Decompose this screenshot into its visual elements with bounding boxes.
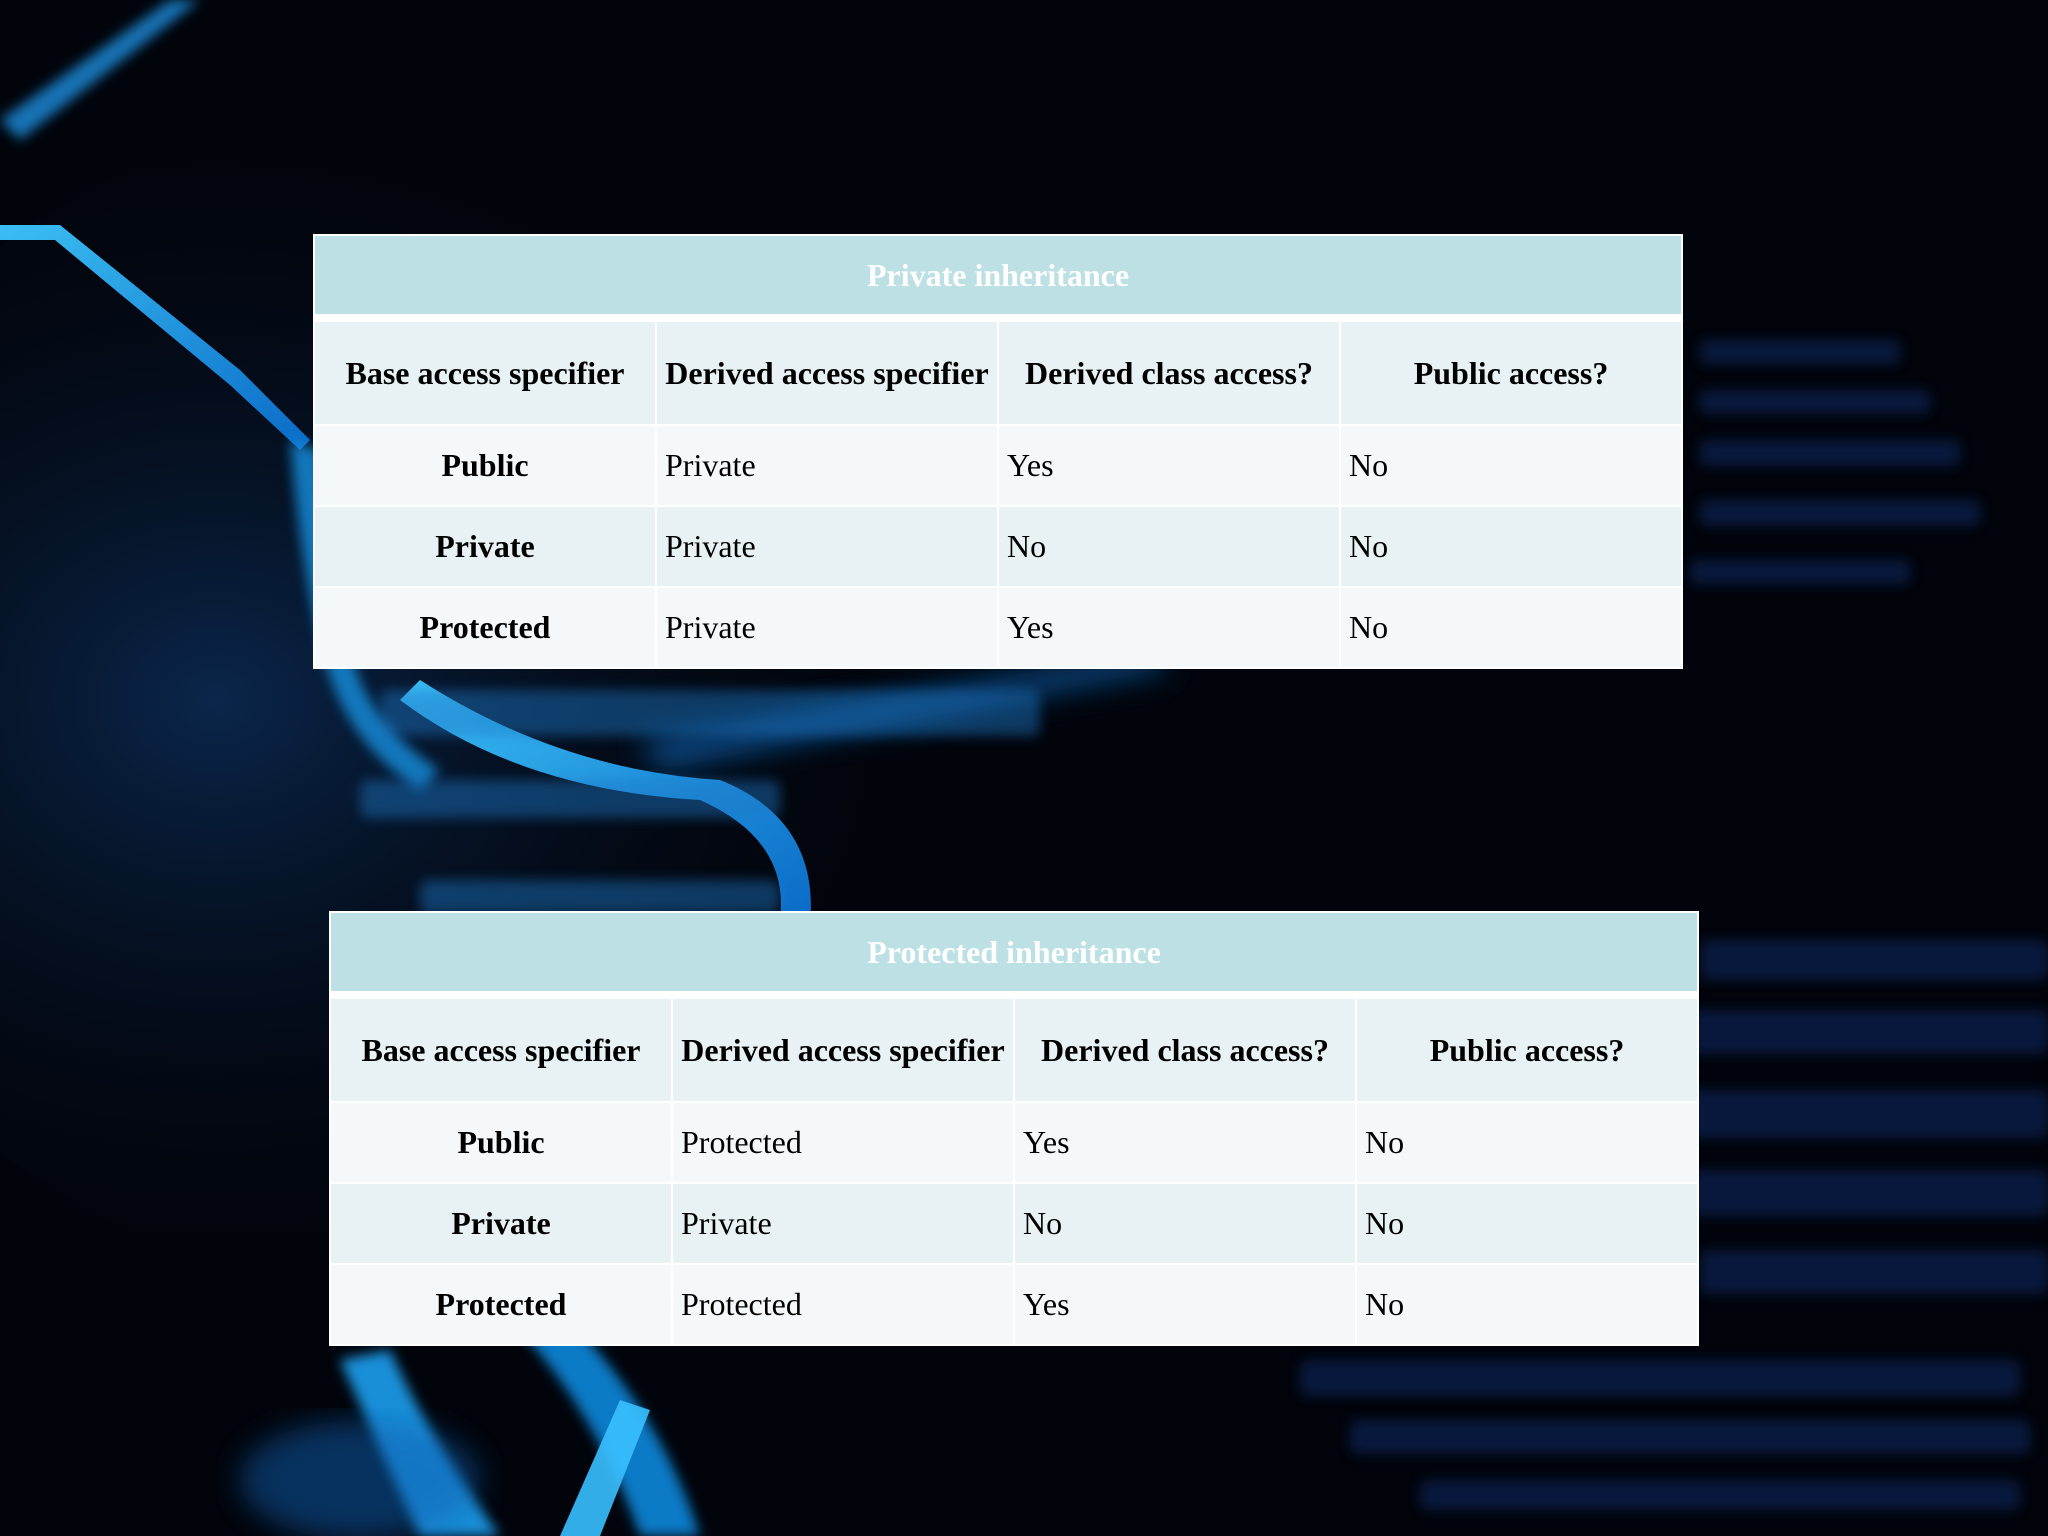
- column-header: Derived class access?: [1014, 995, 1356, 1102]
- table-row: [314, 506, 1682, 587]
- table-cell: No: [1356, 1183, 1698, 1264]
- table-row: [330, 1183, 1698, 1264]
- table-row: [330, 1102, 1698, 1183]
- table-cell: Private: [672, 1183, 1014, 1264]
- table-header-row: [330, 995, 1698, 1102]
- table-cell: Protected: [672, 1102, 1014, 1183]
- row-label: Public: [330, 1102, 672, 1183]
- table-cell: No: [998, 506, 1340, 587]
- column-header: Derived access specifier: [672, 995, 1014, 1102]
- private-inheritance-table: [313, 234, 1683, 669]
- table-cell: No: [1014, 1183, 1356, 1264]
- table-cell: No: [1356, 1102, 1698, 1183]
- table-cell: Yes: [1014, 1102, 1356, 1183]
- table-row: [330, 1264, 1698, 1345]
- table-title: Private inheritance: [314, 235, 1682, 318]
- row-label: Private: [330, 1183, 672, 1264]
- table-cell: No: [1340, 587, 1682, 668]
- column-header: Public access?: [1356, 995, 1698, 1102]
- row-label: Protected: [330, 1264, 672, 1345]
- column-header: Base access specifier: [330, 995, 672, 1102]
- column-header: Derived access specifier: [656, 318, 998, 425]
- table-cell: Yes: [998, 425, 1340, 506]
- table-cell: No: [1340, 506, 1682, 587]
- protected-inheritance-table-container: [329, 911, 1697, 1346]
- table-row: [314, 587, 1682, 668]
- column-header: Public access?: [1340, 318, 1682, 425]
- column-header: Derived class access?: [998, 318, 1340, 425]
- protected-inheritance-table: [329, 911, 1699, 1346]
- column-header: Base access specifier: [314, 318, 656, 425]
- private-inheritance-table-container: [313, 234, 1681, 669]
- table-cell: Private: [656, 425, 998, 506]
- table-title-row: [314, 235, 1682, 318]
- table-cell: Protected: [672, 1264, 1014, 1345]
- table-cell: Yes: [998, 587, 1340, 668]
- table-header-row: [314, 318, 1682, 425]
- table-title-row: [330, 912, 1698, 995]
- row-label: Public: [314, 425, 656, 506]
- table-title: Protected inheritance: [330, 912, 1698, 995]
- table-cell: Private: [656, 587, 998, 668]
- table-cell: Yes: [1014, 1264, 1356, 1345]
- table-row: [314, 425, 1682, 506]
- table-cell: Private: [656, 506, 998, 587]
- row-label: Private: [314, 506, 656, 587]
- row-label: Protected: [314, 587, 656, 668]
- table-cell: No: [1340, 425, 1682, 506]
- table-cell: No: [1356, 1264, 1698, 1345]
